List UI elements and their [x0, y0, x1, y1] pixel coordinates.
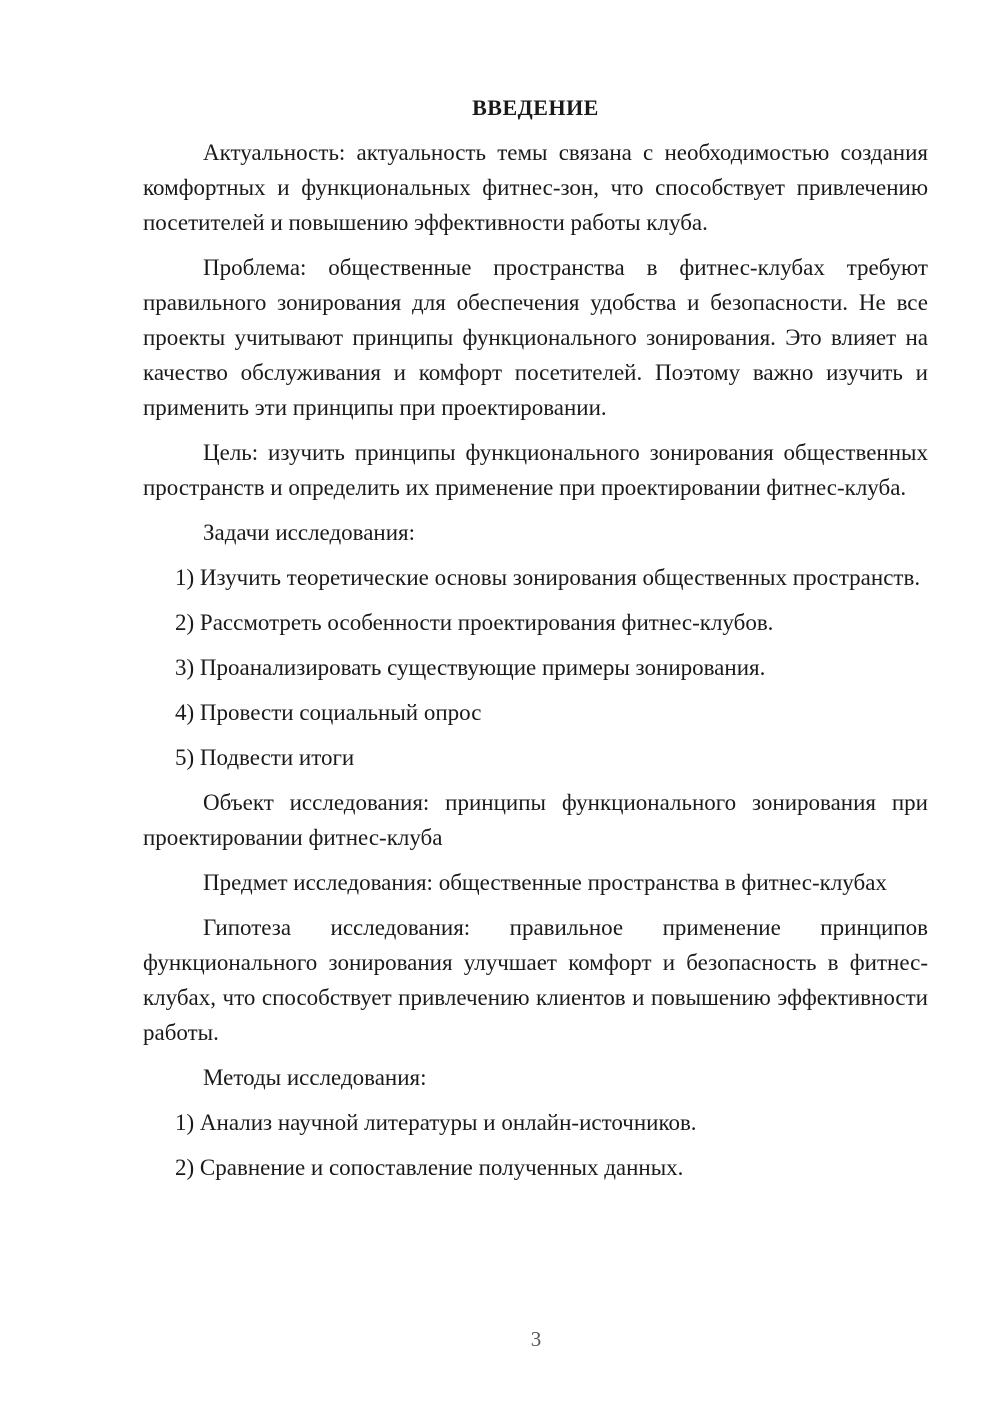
task-item: 4) Провести социальный опрос	[175, 700, 482, 725]
task-item: 3) Проанализировать существующие примеры зонирования.	[175, 655, 766, 680]
problem-paragraph: Проблема: общественные пространства в фитнес-клубах требуют правильного зонирования для обеспечения удобства и безопасности. Не все проекты учитывают принципы функционального зонирования. Это влияет на качество обслуживания и комфорт посетителей. Поэтому важно изучить и применить эти принципы при проектировании.	[143, 255, 928, 420]
relevance-paragraph: Актуальность: актуальность темы связана с необходимостью создания комфортных и функциональных фитнес-зон, что способствует привлечению посетителей и повышению эффективности работы клуба.	[143, 140, 928, 235]
task-item: 2) Рассмотреть особенности проектирования фитнес-клубов.	[175, 610, 774, 635]
page-number: 3	[530, 1327, 542, 1351]
methods-heading: Методы исследования:	[203, 1065, 427, 1090]
tasks-heading: Задачи исследования:	[203, 520, 416, 545]
method-item: 2) Сравнение и сопоставление полученных данных.	[175, 1155, 684, 1180]
subject-paragraph: Предмет исследования: общественные пространства в фитнес-клубах	[203, 870, 887, 895]
hypothesis-paragraph: Гипотеза исследования: правильное применение принципов функционального зонирования улучшает комфорт и безопасность в фитнес-клубах, что способствует привлечению клиентов и повышению эффективности работы.	[143, 915, 928, 1045]
task-item: 5) Подвести итоги	[175, 745, 355, 770]
method-item: 1) Анализ научной литературы и онлайн-источников.	[175, 1110, 697, 1135]
page-body	[143, 90, 928, 1195]
task-item: 1) Изучить теоретические основы зонирования общественных пространств.	[175, 565, 921, 590]
page-title: ВВЕДЕНИЕ	[472, 95, 599, 120]
object-paragraph: Объект исследования: принципы функционального зонирования при проектировании фитнес-клуба	[143, 790, 928, 850]
goal-paragraph: Цель: изучить принципы функционального зонирования общественных пространств и определить их применение при проектировании фитнес-клуба.	[143, 440, 928, 500]
